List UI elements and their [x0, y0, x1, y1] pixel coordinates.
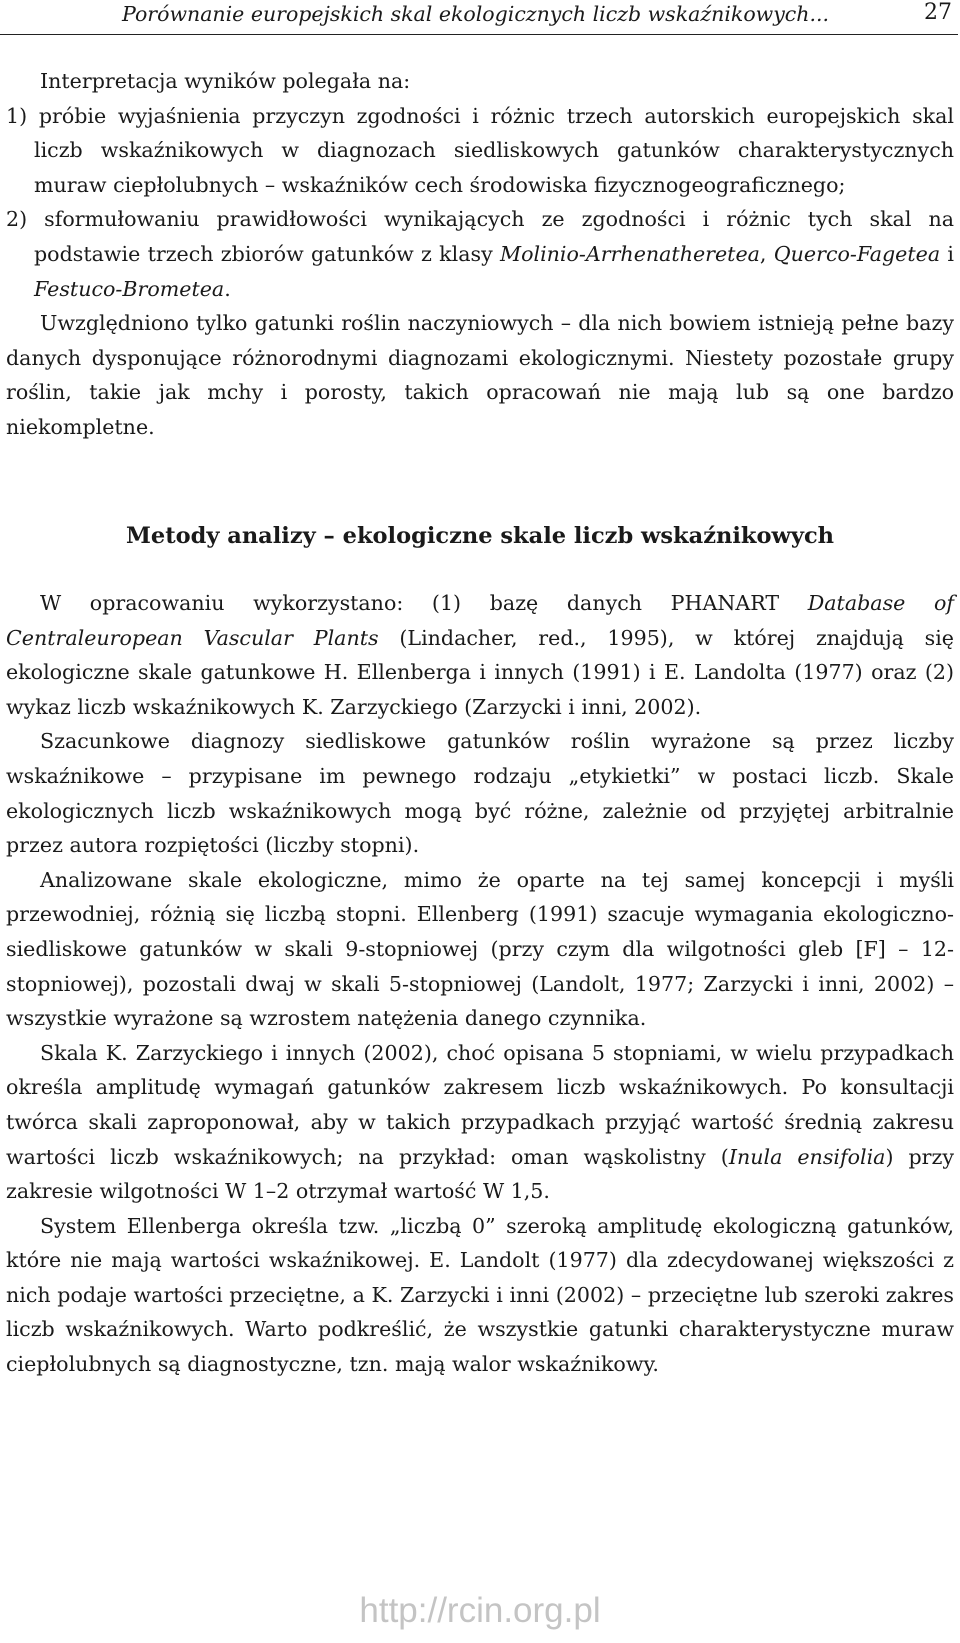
watermark-url: http://rcin.org.pl — [359, 1591, 601, 1630]
intro-block — [6, 64, 954, 445]
section-paragraph-5: System Ellenberga określa tzw. „liczbą 0” szeroką amplitudę ekologiczną gatunków, które nie mają wartości wskaźnikowej. E. Landolt (1977) dla zdecydowanej większości z nich podaje wartości przeciętne, a K. Zarzycki i inni (2002) – przeciętne lub szeroki zakres liczb wskaźnikowych. Warto podkreślić, że wszystkie gatunki charakterystyczne muraw ciepłolubnych są diagnostyczne, tzn. mają walor wskaźnikowy. — [6, 1213, 954, 1377]
section-paragraph-2: Szacunkowe diagnozy siedliskowe gatunków roślin wyrażone są przez liczby wskaźnikowe – przypisane im pewnego rodzaju „etykietki” w postaci liczb. Skale ekologicznych liczb wskaźnikowych mogą być różne, zależnie od przyjętej arbitralnie przez autora rozpiętości (liczby stopni). — [6, 729, 954, 858]
section-body — [6, 586, 954, 1382]
class-name-festuco: Festuco-Brometea — [34, 276, 225, 301]
section-paragraph-1 — [6, 586, 954, 724]
intro-paragraph: Uwzględniono tylko gatunki roślin naczyniowych – dla nich bowiem istnieją pełne bazy danych dysponujące różnorodnymi diagnozami ekologicznymi. Niestety pozostałe grupy roślin, takie jak mchy i porosty, takich opracowań nie mają lub są one bardzo niekompletne. — [6, 311, 954, 439]
item2-text: 2) sformułowaniu prawidłowości wynikających ze zgodności i różnic tych skal na podstawie trzech zbiorów gatunków z klasy — [6, 207, 954, 266]
section-heading: Metody analizy – ekologiczne skale liczb wskaźnikowych — [125, 523, 835, 549]
item2-end: . — [224, 276, 231, 301]
section-paragraph-3: Analizowane skale ekologiczne, mimo że oparte na tej samej koncepcji i myśli przewodniej, różnią się liczbą stopni. Ellenberg (1991) szacuje wymagania ekologiczno-siedliskowe gatunków w skali 9-stopniowej (przy czym dla wilgotności gleb [F] – 12-stopniowej), pozostali dwaj w skali 5-stopniowej (Landolt, 1977; Zarzycki i inni, 2002) – wszystkie wyrażone są wzrostem natężenia danego czynnika. — [6, 867, 954, 1031]
class-name-querco: Querco-Fagetea — [773, 241, 941, 266]
p4-text-b: ) przy zakresie wilgotności W 1–2 otrzymał wartość W 1,5. — [6, 1144, 955, 1204]
intro-lead: Interpretacja wyników polegała na: — [40, 69, 411, 93]
p1-text-a: W opracowaniu wykorzystano: (1) bazę danych PHANART — [40, 591, 808, 615]
item2-separator-1: , — [759, 241, 774, 266]
intro-list-item-1: 1) próbie wyjaśnienia przyczyn zgodności i różnic trzech autorskich europejskich skal liczb wskaźnikowych w diagnozach siedliskowych gatunków charakterystycznych muraw ciepłolubnych – wskaźników cech środowiska fizycznogeograficznego; — [6, 103, 954, 197]
item2-separator-2: i — [940, 241, 954, 266]
p4-text-a: Skala K. Zarzyckiego i innych (2002), choć opisana 5 stopniami, w wielu przypadkach określa amplitudę wymagań gatunków zakresem liczb wskaźnikowych. Po konsultacji twórca skali zaproponował, aby w takich przypadkach przyjąć wartość średnią zakresu wartości liczb wskaźnikowych; na przykład: oman wąskolistny ( — [6, 1040, 954, 1169]
class-name-molinio: Molinio-Arrhenatheretea — [500, 241, 760, 266]
running-title: Porównanie europejskich skal ekologicznych liczb wskaźnikowych... — [122, 2, 830, 26]
database-title: Database of Centraleuropean Vascular Plants — [6, 591, 954, 650]
p1-text-b: (Lindacher, red., 1995), w której znajdują się ekologiczne skale gatunkowe H. Ellenberga i innych (1991) i E. Landolta (1977) oraz (2) wykaz liczb wskaźnikowych K. Zarzyckiego (Zarzycki i inni, 2002). — [6, 625, 954, 719]
section-paragraph-4 — [6, 1036, 954, 1209]
intro-list-item-2 — [6, 202, 954, 306]
species-name: Inula ensifolia — [728, 1144, 886, 1169]
running-header — [0, 0, 958, 35]
page-number: 27 — [924, 0, 952, 25]
